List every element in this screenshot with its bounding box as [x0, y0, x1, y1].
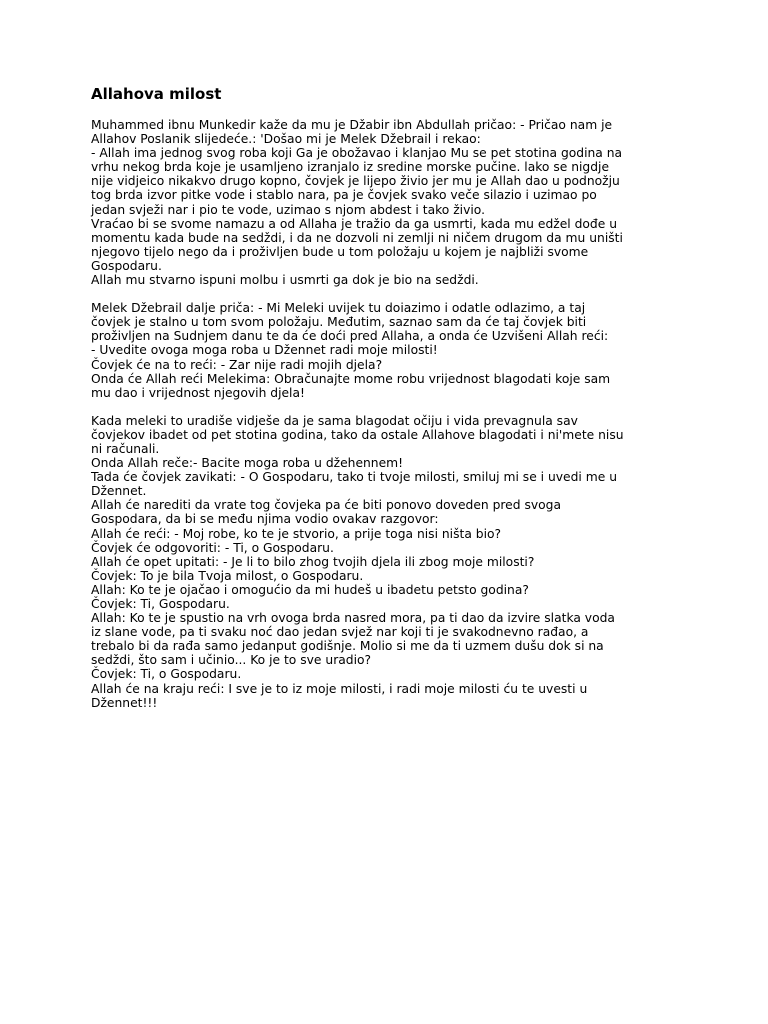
text-line: Čovjek će na to reći: - Zar nije radi mojih djela? — [91, 357, 383, 372]
text-line: čovjekov ibadet od pet stotina godina, tako da ostale Allahove blagodati i ni'mete nisu — [91, 427, 624, 442]
paragraph — [91, 301, 691, 400]
text-line: Čovjek: To je bila Tvoja milost, o Gospodaru. — [91, 568, 364, 583]
text-line: Allah će narediti da vrate tog čovjeka pa će biti ponovo doveden pred svoga — [91, 498, 562, 513]
text-line: Allah: Ko te je ojačao i omogućio da mi hudeš u ibadetu petsto godina? — [91, 582, 529, 597]
text-line: - Allah ima jednog svog roba koji Ga je obožavao i klanjao Mu se pet stotina godina na — [91, 146, 623, 161]
text-line: nije vidjeico nikakvo drugo kopno, čovjek je lijepo živio jer mu je Allah dao u podnožju — [91, 174, 620, 189]
text-line: Tada će čovjek zavikati: - O Gospodaru, tako ti tvoje milosti, smiluj mi se i uvedi me u — [91, 470, 618, 485]
text-line: čovjek je stalno u tom svom položaju. Međutim, saznao sam da će taj čovjek biti — [91, 315, 587, 330]
text-line: Gospodaru. — [91, 258, 162, 273]
text-line: Allah će na kraju reći: I sve je to iz moje milosti, i radi moje milosti ću te uvesti u — [91, 681, 588, 696]
text-line: iz slane vode, pa ti svaku noć dao jedan svjež nar koji ti je svakodnevno rađao, a — [91, 625, 589, 640]
text-line: Allahov Poslanik slijedeće.: 'Došao mi je Melek Džebrail i rekao: — [91, 132, 481, 147]
text-line: mu dao i vrijednost njegovih djela! — [91, 385, 305, 400]
document-body — [91, 118, 691, 710]
text-line: Čovjek: Ti, o Gospodaru. — [91, 667, 242, 682]
text-line: Muhammed ibnu Munkedir kaže da mu je Džabir ibn Abdullah pričao: - Pričao nam je — [91, 118, 613, 132]
text-line: Čovjek će odgovoriti: - Ti, o Gospodaru. — [91, 540, 334, 555]
text-line: Allah: Ko te je spustio na vrh ovoga brda nasred mora, pa ti dao da izvire slatka voda — [91, 611, 615, 626]
text-line: Allah mu stvarno ispuni molbu i usmrti ga dok je bio na sedždi. — [91, 273, 479, 288]
text-line: tog brda izvor pitke vode i stablo nara, pa je čovjek svako veče silazio i uzimao po — [91, 188, 597, 203]
text-line: - Uvedite ovoga moga roba u Džennet radi moje milosti! — [91, 343, 438, 358]
text-line: Kada meleki to uradiše vidješe da je sama blagodat očiju i vida prevagnula sav — [91, 413, 578, 428]
paragraph — [91, 118, 691, 287]
text-line: njegovo tijelo nego da i proživljen bude u tom položaju u kojem je najbliži svome — [91, 244, 589, 259]
paragraph — [91, 414, 691, 710]
text-line: Džennet. — [91, 484, 147, 499]
text-line: Čovjek: Ti, Gospodaru. — [91, 597, 230, 611]
text-line: sedždi, što sam i učinio... Ko je to sve uradio? — [91, 653, 372, 668]
text-line: vrhu nekog brda koje je usamljeno izranjalo iz sredine morske pučine. lako se nigdje — [91, 160, 610, 175]
text-line: jedan svježi nar i pio te vode, uzimao s njom abdest i tako živio. — [91, 202, 486, 217]
paragraph-gap — [91, 287, 691, 301]
text-line: ni računali. — [91, 441, 160, 456]
text-line: Allah će reći: - Moj robe, ko te je stvorio, a prije toga nisi ništa bio? — [91, 526, 502, 541]
text-line: Gospodara, da bi se među njima vodio ovakav razgovor: — [91, 512, 439, 527]
text-line: trebalo bi da rađa samo jedanput godišnje. Molio si me da ti uzmem dušu dok si na — [91, 639, 604, 654]
text-line: momentu kada bude na sedždi, i da ne dozvoli ni zemlji ni ničem drugom da mu uništi — [91, 230, 623, 245]
text-line: proživljen na Sudnjem danu te da će doći pred Allaha, a onda će Uzvišeni Allah reći: — [91, 329, 609, 344]
document-page — [91, 84, 691, 710]
document-title: Allahova milost — [91, 85, 222, 103]
text-line: Onda Allah reče:- Bacite moga roba u džehennem! — [91, 456, 404, 471]
text-line: Melek Džebrail dalje priča: - Mi Meleki uvijek tu doiazimo i odatle odlazimo, a taj — [91, 301, 586, 316]
text-line: Allah će opet upitati: - Je li to bilo zhog tvojih djela ili zbog moje milosti? — [91, 554, 535, 569]
text-line: Onda će Allah reći Melekima: Obračunajte mome robu vrijednost blagodati koje sam — [91, 371, 611, 386]
paragraph-gap — [91, 400, 691, 414]
text-line: Džennet!!! — [91, 695, 158, 710]
text-line: Vraćao bi se svome namazu a od Allaha je tražio da ga usmrti, kada mu edžel dođe u — [91, 216, 617, 231]
